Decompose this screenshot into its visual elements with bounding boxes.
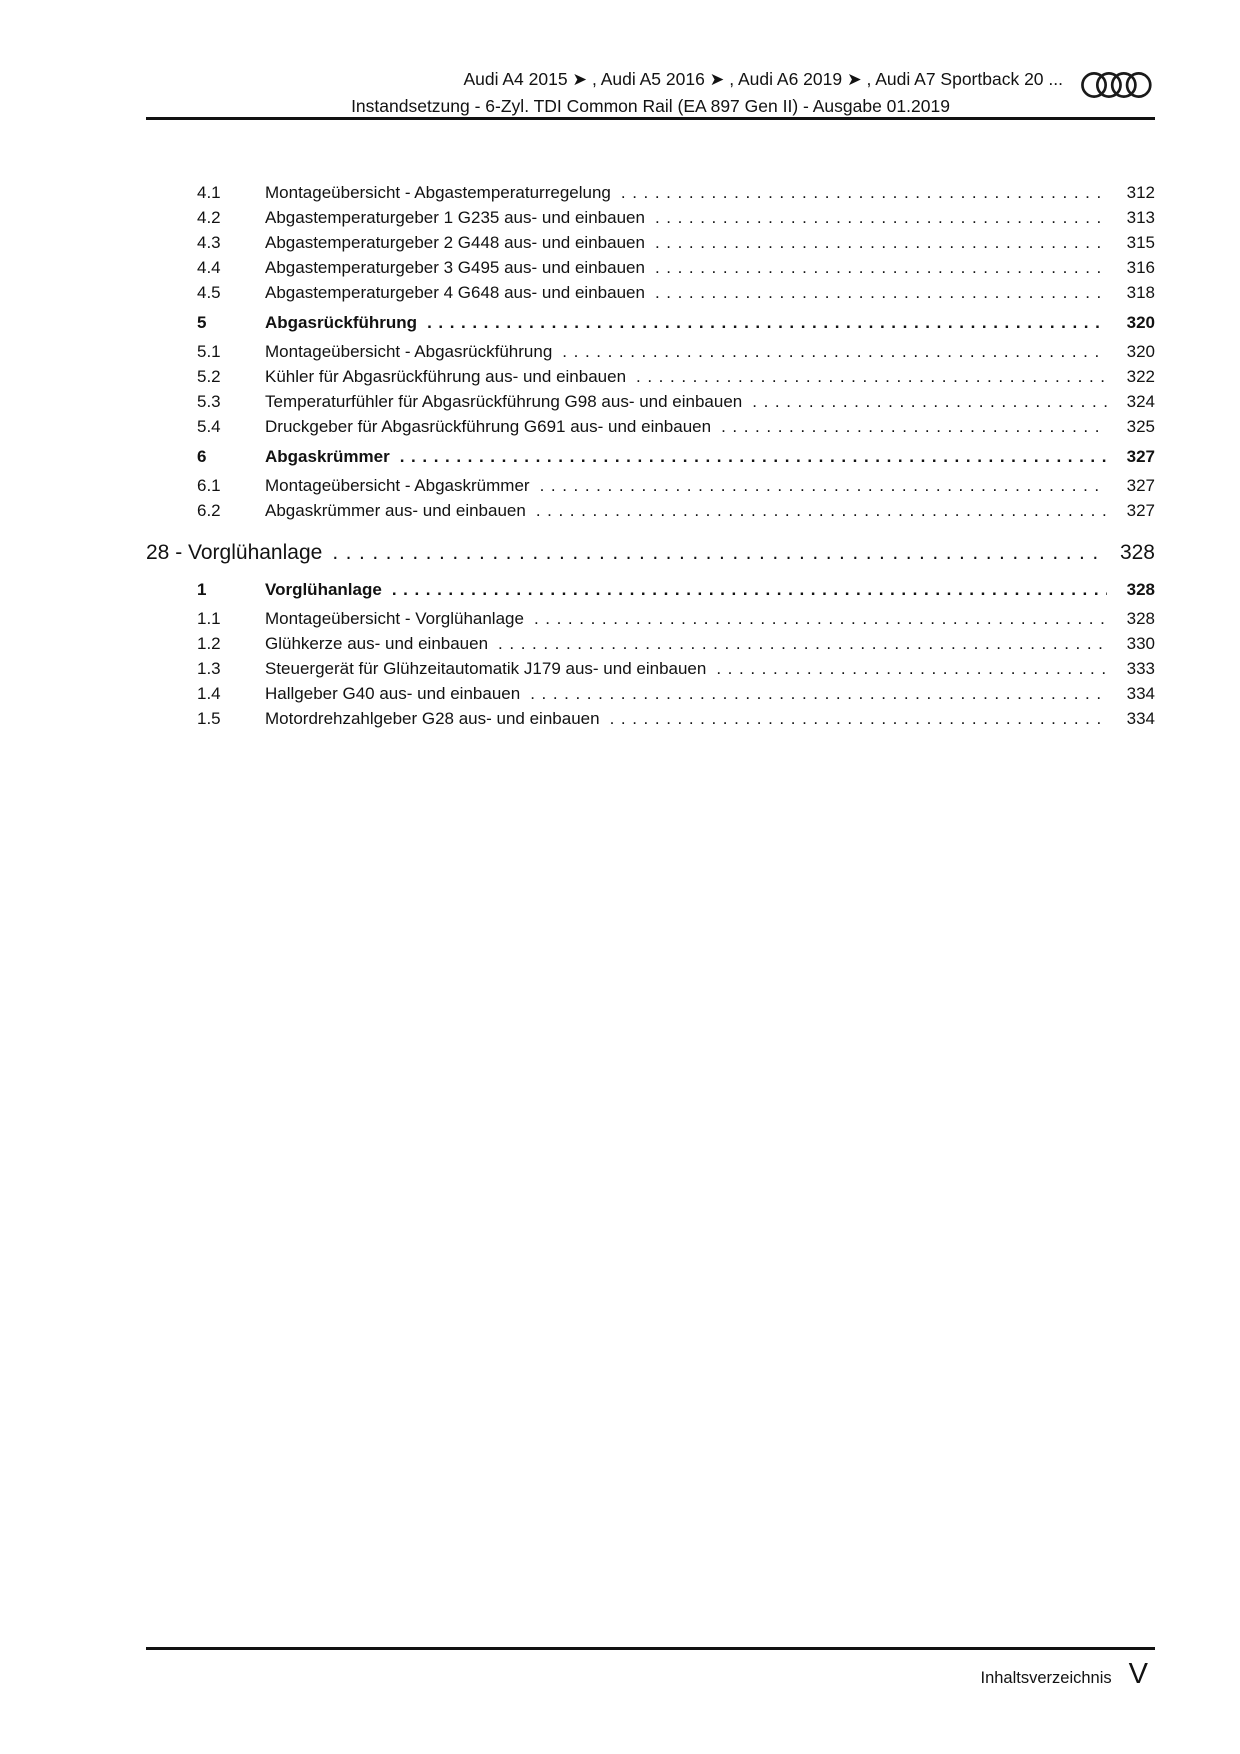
toc-entry-page[interactable]: 334 [1126, 684, 1155, 703]
toc-entry[interactable] [146, 310, 1155, 335]
toc-entry-number: 4.1 [197, 183, 221, 202]
toc-entry-page[interactable]: 327 [1126, 476, 1155, 495]
footer-section-label: Inhaltsverzeichnis [980, 1669, 1112, 1687]
toc-entry-title[interactable]: Montageübersicht - Abgaskrümmer [265, 476, 530, 495]
toc-entry-page[interactable]: 330 [1126, 634, 1155, 653]
toc-entry-number: 5 [197, 313, 207, 332]
toc-entry[interactable] [146, 473, 1155, 498]
toc-entry[interactable] [146, 230, 1155, 255]
toc-entry-title[interactable]: Steuergerät für Glühzeitautomatik J179 aus- und einbauen [265, 659, 707, 678]
dot-leader [621, 180, 1107, 205]
toc-entry-title[interactable]: Glühkerze aus- und einbauen [265, 634, 489, 653]
toc-entry-title[interactable]: Montageübersicht - Vorglühanlage [265, 609, 524, 628]
toc-entry[interactable] [146, 498, 1155, 523]
dot-leader [392, 577, 1107, 602]
dot-leader [498, 631, 1107, 656]
toc-entry-page[interactable]: 327 [1126, 447, 1155, 466]
toc-entry-title[interactable]: Montageübersicht - Abgastemperaturregelung [265, 183, 611, 202]
header-subtitle-line: Instandsetzung - 6-Zyl. TDI Common Rail (EA 897 Gen II) - Ausgabe 01.2019 [351, 96, 950, 116]
toc-entry[interactable] [146, 538, 1155, 568]
dot-leader [332, 538, 1107, 568]
toc-entry-title[interactable]: Temperaturfühler für Abgasrückführung G98 aus- und einbauen [265, 392, 743, 411]
toc-entry-page[interactable]: 325 [1126, 417, 1155, 436]
toc-entry-page[interactable]: 328 [1126, 580, 1155, 599]
toc-entry-title[interactable]: Motordrehzahlgeber G28 aus- und einbauen [265, 709, 600, 728]
dot-leader [534, 606, 1107, 631]
toc-entry-title[interactable]: Abgastemperaturgeber 1 G235 aus- und einbauen [265, 208, 645, 227]
toc-entry[interactable] [146, 706, 1155, 731]
toc-entry[interactable] [146, 205, 1155, 230]
dot-leader [400, 444, 1107, 469]
toc-entry-title[interactable]: Montageübersicht - Abgasrückführung [265, 342, 553, 361]
toc-entry-number: 1.5 [197, 709, 221, 728]
toc-entry-title[interactable]: Abgaskrümmer [265, 447, 390, 466]
dot-leader [655, 280, 1107, 305]
toc-entry-title[interactable]: Kühler für Abgasrückführung aus- und einbauen [265, 367, 627, 386]
toc-entry[interactable] [146, 577, 1155, 602]
dot-leader [752, 389, 1107, 414]
toc-entry[interactable] [146, 631, 1155, 656]
toc-entry-number: 1.4 [197, 684, 221, 703]
toc-entry-page[interactable]: 324 [1126, 392, 1155, 411]
toc-entry-title[interactable]: Abgastemperaturgeber 3 G495 aus- und einbauen [265, 258, 645, 277]
header-divider [146, 117, 1155, 120]
toc-entry-page[interactable]: 327 [1126, 501, 1155, 520]
dot-leader [636, 364, 1107, 389]
toc-entry-number: 1.3 [197, 659, 221, 678]
header-models-line: Audi A4 2015 ➤ , Audi A5 2016 ➤ , Audi A6 2019 ➤ , Audi A7 Sportback 20 ... [463, 69, 1063, 89]
toc-entry[interactable] [146, 444, 1155, 469]
toc-entry[interactable] [146, 339, 1155, 364]
dot-leader [530, 681, 1107, 706]
toc-entry[interactable] [146, 255, 1155, 280]
toc-entry-page[interactable]: 316 [1126, 258, 1155, 277]
toc-entry-number: 6.2 [197, 501, 221, 520]
dot-leader [655, 205, 1107, 230]
dot-leader [536, 498, 1107, 523]
toc-entry-title[interactable]: Abgaskrümmer aus- und einbauen [265, 501, 526, 520]
dot-leader [716, 656, 1107, 681]
toc-entry-number: 6.1 [197, 476, 221, 495]
toc-entry-number: 1.1 [197, 609, 221, 628]
toc-entry-page[interactable]: 320 [1126, 313, 1155, 332]
toc-entry[interactable] [146, 280, 1155, 305]
toc-entry-number: 4.5 [197, 283, 221, 302]
toc-entry-page[interactable]: 318 [1126, 283, 1155, 302]
toc-entry-number: 4.4 [197, 258, 221, 277]
toc-entry[interactable] [146, 681, 1155, 706]
toc-entry-number: 5.2 [197, 367, 221, 386]
toc-entry-number: 1.2 [197, 634, 221, 653]
toc-entry-number: 5.4 [197, 417, 221, 436]
toc-entry-number: 5.3 [197, 392, 221, 411]
toc-entry[interactable] [146, 389, 1155, 414]
page-header [146, 68, 1155, 117]
dot-leader [610, 706, 1107, 731]
toc-entry[interactable] [146, 180, 1155, 205]
toc-entry-title[interactable]: Druckgeber für Abgasrückführung G691 aus- und einbauen [265, 417, 712, 436]
toc-entry-page[interactable]: 315 [1126, 233, 1155, 252]
footer-divider [146, 1647, 1155, 1650]
dot-leader [721, 414, 1107, 439]
footer-page-number: V [1128, 1658, 1148, 1690]
toc-entry-page[interactable]: 313 [1126, 208, 1155, 227]
toc-entry-title[interactable]: Abgasrückführung [265, 313, 418, 332]
toc-entry-page[interactable]: 328 [1126, 609, 1155, 628]
audi-rings-icon [1081, 71, 1152, 99]
toc-entry-page[interactable]: 334 [1126, 709, 1155, 728]
toc-entry[interactable] [146, 414, 1155, 439]
dot-leader [562, 339, 1107, 364]
toc-entry-number: 4.2 [197, 208, 221, 227]
toc-entry-number: 5.1 [197, 342, 221, 361]
toc-entry[interactable] [146, 606, 1155, 631]
table-of-contents [146, 180, 1155, 731]
page-footer [981, 1658, 1149, 1690]
dot-leader [655, 255, 1107, 280]
toc-entry-page[interactable]: 312 [1126, 183, 1155, 202]
toc-entry-page[interactable]: 333 [1126, 659, 1155, 678]
dot-leader [540, 473, 1107, 498]
toc-entry-number: 6 [197, 447, 207, 466]
dot-leader [427, 310, 1107, 335]
toc-entry-number: 1 [197, 580, 207, 599]
toc-entry-number: 4.3 [197, 233, 221, 252]
toc-entry[interactable] [146, 364, 1155, 389]
toc-entry-title[interactable]: Hallgeber G40 aus- und einbauen [265, 684, 521, 703]
toc-entry-page[interactable]: 320 [1126, 342, 1155, 361]
toc-entry-title[interactable]: Abgastemperaturgeber 2 G448 aus- und einbauen [265, 233, 645, 252]
dot-leader [655, 230, 1107, 255]
toc-entry-page[interactable]: 328 [1119, 541, 1155, 564]
toc-entry[interactable] [146, 656, 1155, 681]
toc-entry-title[interactable]: Abgastemperaturgeber 4 G648 aus- und einbauen [265, 283, 645, 302]
toc-entry-page[interactable]: 322 [1126, 367, 1155, 386]
toc-entry-title[interactable]: Vorglühanlage [265, 580, 382, 599]
toc-entry-title[interactable]: 28 - Vorglühanlage [146, 541, 323, 564]
